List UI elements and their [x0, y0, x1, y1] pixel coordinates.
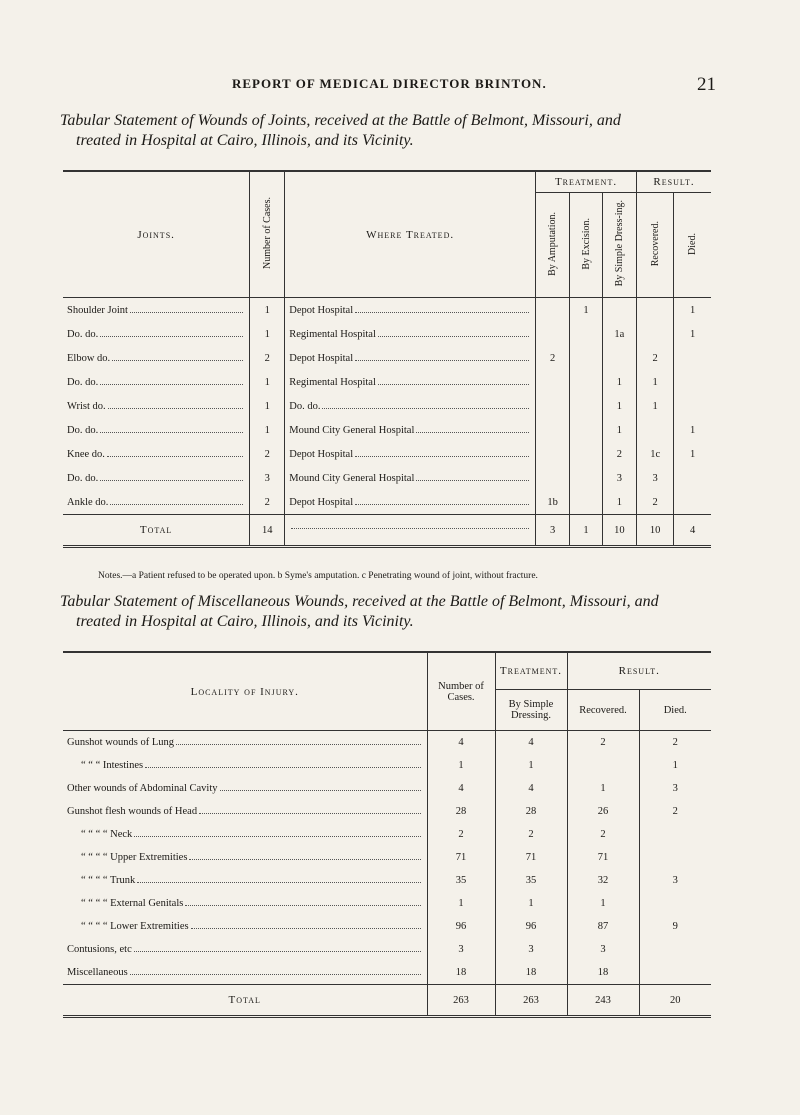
- cases-cell: 1: [250, 394, 285, 418]
- where-treated-cell: Regimental Hospital: [285, 322, 536, 346]
- table-row: [63, 731, 711, 755]
- dressing-cell: [602, 298, 636, 323]
- excision-cell: [570, 418, 602, 442]
- cases-cell: 2: [250, 442, 285, 466]
- table-row: [63, 915, 711, 938]
- recovered-cell: 1: [637, 394, 674, 418]
- miscellaneous-wounds-table: [63, 651, 711, 1018]
- table-row: [63, 298, 711, 323]
- dressing-cell: 71: [495, 846, 567, 869]
- header-by-simple-dressing: By Simple Dressing.: [495, 690, 567, 731]
- table-row: [63, 777, 711, 800]
- total-excision: 1: [570, 515, 602, 547]
- total-label: Total: [63, 985, 427, 1017]
- dressing-cell: 3: [495, 938, 567, 961]
- header-treatment: Treatment.: [495, 652, 567, 690]
- died-cell: [639, 823, 711, 846]
- table-row: [63, 322, 711, 346]
- amputation-cell: [536, 298, 570, 323]
- joint-cell: Shoulder Joint: [63, 298, 250, 323]
- where-treated-cell: Depot Hospital: [285, 298, 536, 323]
- total-amputation: 3: [536, 515, 570, 547]
- total-where-blank: [285, 515, 536, 547]
- cases-cell: 2: [427, 823, 495, 846]
- header-treatment: Treatment.: [536, 171, 637, 193]
- cases-cell: 71: [427, 846, 495, 869]
- dressing-cell: 96: [495, 915, 567, 938]
- amputation-cell: [536, 442, 570, 466]
- total-cases: 14: [250, 515, 285, 547]
- recovered-cell: 32: [567, 869, 639, 892]
- amputation-cell: [536, 394, 570, 418]
- table2-caption-line1: Tabular Statement of Miscellaneous Wounds, received at the Battle of Belmont, Missouri, and: [60, 593, 659, 610]
- locality-cell: “ “ “ “ Upper Extremities: [63, 846, 427, 869]
- recovered-cell: 2: [637, 490, 674, 515]
- where-treated-cell: Regimental Hospital: [285, 370, 536, 394]
- locality-cell: “ “ “ “ Trunk: [63, 869, 427, 892]
- locality-cell: “ “ “ “ Neck: [63, 823, 427, 846]
- header-result: Result.: [637, 171, 711, 193]
- excision-cell: [570, 490, 602, 515]
- cases-cell: 3: [250, 466, 285, 490]
- dressing-cell: 18: [495, 961, 567, 985]
- locality-cell: Contusions, etc: [63, 938, 427, 961]
- dressing-cell: 2: [602, 442, 636, 466]
- table2-total-row: [63, 985, 711, 1017]
- cases-cell: 2: [250, 490, 285, 515]
- joint-cell: Do. do.: [63, 322, 250, 346]
- amputation-cell: [536, 370, 570, 394]
- header-by-excision: By Excision.: [570, 193, 602, 298]
- cases-cell: 1: [250, 298, 285, 323]
- locality-cell: Gunshot flesh wounds of Head: [63, 800, 427, 823]
- table-row: [63, 892, 711, 915]
- amputation-cell: [536, 418, 570, 442]
- died-cell: [639, 938, 711, 961]
- where-treated-cell: Depot Hospital: [285, 442, 536, 466]
- table-row: [63, 466, 711, 490]
- excision-cell: [570, 370, 602, 394]
- recovered-cell: 1: [567, 777, 639, 800]
- table1-caption: [60, 111, 760, 151]
- locality-cell: “ “ “ “ External Genitals: [63, 892, 427, 915]
- cases-cell: 1: [250, 418, 285, 442]
- header-joints: Joints.: [63, 171, 250, 298]
- table1-notes: Notes.—a Patient refused to be operated upon. b Syme's amputation. c Penetrating wound of joint, without fracture.: [98, 571, 538, 581]
- running-title: REPORT OF MEDICAL DIRECTOR BRINTON.: [232, 76, 547, 91]
- recovered-cell: 2: [567, 823, 639, 846]
- table-row: [63, 938, 711, 961]
- header-locality: Locality of Injury.: [63, 652, 427, 731]
- header-number-of-cases: Number of Cases.: [427, 652, 495, 731]
- cases-cell: 18: [427, 961, 495, 985]
- dressing-cell: 4: [495, 731, 567, 755]
- recovered-cell: 26: [567, 800, 639, 823]
- died-cell: [674, 490, 711, 515]
- cases-cell: 1: [250, 322, 285, 346]
- joint-cell: Ankle do.: [63, 490, 250, 515]
- dressing-cell: 2: [495, 823, 567, 846]
- cases-cell: 4: [427, 731, 495, 755]
- recovered-cell: [567, 754, 639, 777]
- recovered-cell: 18: [567, 961, 639, 985]
- died-cell: [674, 370, 711, 394]
- excision-cell: 1: [570, 298, 602, 323]
- locality-cell: Gunshot wounds of Lung: [63, 731, 427, 755]
- excision-cell: [570, 394, 602, 418]
- excision-cell: [570, 466, 602, 490]
- header-by-simple-dressing: By Simple Dress-ing.: [602, 193, 636, 298]
- total-recovered: 243: [567, 985, 639, 1017]
- recovered-cell: [637, 418, 674, 442]
- died-cell: 1: [639, 754, 711, 777]
- died-cell: [639, 961, 711, 985]
- dressing-cell: 4: [495, 777, 567, 800]
- total-dressing: 263: [495, 985, 567, 1017]
- died-cell: 1: [674, 298, 711, 323]
- header-recovered: Recovered.: [637, 193, 674, 298]
- locality-cell: Miscellaneous: [63, 961, 427, 985]
- table-row: [63, 490, 711, 515]
- cases-cell: 28: [427, 800, 495, 823]
- recovered-cell: [637, 322, 674, 346]
- died-cell: [674, 466, 711, 490]
- table-row: [63, 846, 711, 869]
- cases-cell: 3: [427, 938, 495, 961]
- dressing-cell: 1: [602, 418, 636, 442]
- recovered-cell: 1: [567, 892, 639, 915]
- header-recovered: Recovered.: [567, 690, 639, 731]
- died-cell: [674, 394, 711, 418]
- total-recovered: 10: [637, 515, 674, 547]
- table-row: [63, 869, 711, 892]
- where-treated-cell: Do. do.: [285, 394, 536, 418]
- died-cell: 9: [639, 915, 711, 938]
- died-cell: [639, 846, 711, 869]
- recovered-cell: 1: [637, 370, 674, 394]
- where-treated-cell: Mound City General Hospital: [285, 466, 536, 490]
- cases-cell: 1: [250, 370, 285, 394]
- table-row: [63, 442, 711, 466]
- locality-cell: “ “ “ Intestines: [63, 754, 427, 777]
- died-cell: 3: [639, 869, 711, 892]
- excision-cell: [570, 346, 602, 370]
- dressing-cell: 1: [495, 754, 567, 777]
- amputation-cell: 2: [536, 346, 570, 370]
- cases-cell: 96: [427, 915, 495, 938]
- excision-cell: [570, 442, 602, 466]
- where-treated-cell: Depot Hospital: [285, 490, 536, 515]
- joint-cell: Do. do.: [63, 370, 250, 394]
- page-number: 21: [697, 74, 716, 95]
- table-row: [63, 961, 711, 985]
- joint-cell: Do. do.: [63, 418, 250, 442]
- dressing-cell: 1: [602, 490, 636, 515]
- table2-caption: [60, 592, 760, 632]
- dressing-cell: 1: [602, 370, 636, 394]
- cases-cell: 1: [427, 892, 495, 915]
- total-died: 4: [674, 515, 711, 547]
- amputation-cell: [536, 466, 570, 490]
- died-cell: 2: [639, 731, 711, 755]
- died-cell: [639, 892, 711, 915]
- header-died: Died.: [639, 690, 711, 731]
- table-row: [63, 823, 711, 846]
- recovered-cell: [637, 298, 674, 323]
- amputation-cell: [536, 322, 570, 346]
- cases-cell: 35: [427, 869, 495, 892]
- table1-caption-line2: treated in Hospital at Cairo, Illinois, and its Vicinity.: [76, 132, 414, 149]
- dressing-cell: 1: [602, 394, 636, 418]
- joint-cell: Knee do.: [63, 442, 250, 466]
- cases-cell: 2: [250, 346, 285, 370]
- cases-cell: 4: [427, 777, 495, 800]
- recovered-cell: 2: [637, 346, 674, 370]
- table-row: [63, 418, 711, 442]
- header-where-treated: Where Treated.: [285, 171, 536, 298]
- locality-cell: Other wounds of Abdominal Cavity: [63, 777, 427, 800]
- joint-cell: Do. do.: [63, 466, 250, 490]
- table-row: [63, 800, 711, 823]
- died-cell: [674, 346, 711, 370]
- header-result: Result.: [567, 652, 711, 690]
- dressing-cell: [602, 346, 636, 370]
- recovered-cell: 3: [637, 466, 674, 490]
- dressing-cell: 35: [495, 869, 567, 892]
- total-cases: 263: [427, 985, 495, 1017]
- header-died: Died.: [674, 193, 711, 298]
- died-cell: 3: [639, 777, 711, 800]
- recovered-cell: 87: [567, 915, 639, 938]
- header-by-amputation: By Amputation.: [536, 193, 570, 298]
- table1-total-row: [63, 515, 711, 547]
- joint-cell: Wrist do.: [63, 394, 250, 418]
- died-cell: 1: [674, 442, 711, 466]
- total-label: Total: [63, 515, 250, 547]
- total-died: 20: [639, 985, 711, 1017]
- died-cell: 1: [674, 322, 711, 346]
- dressing-cell: 3: [602, 466, 636, 490]
- recovered-cell: 3: [567, 938, 639, 961]
- page-header: [0, 74, 800, 98]
- died-cell: 1: [674, 418, 711, 442]
- where-treated-cell: Mound City General Hospital: [285, 418, 536, 442]
- joint-cell: Elbow do.: [63, 346, 250, 370]
- dressing-cell: 28: [495, 800, 567, 823]
- joints-wounds-table: [63, 170, 711, 548]
- table-row: [63, 370, 711, 394]
- where-treated-cell: Depot Hospital: [285, 346, 536, 370]
- excision-cell: [570, 322, 602, 346]
- locality-cell: “ “ “ “ Lower Extremities: [63, 915, 427, 938]
- header-number-of-cases: Number of Cases.: [250, 171, 285, 298]
- recovered-cell: 2: [567, 731, 639, 755]
- dressing-cell: 1a: [602, 322, 636, 346]
- table-row: [63, 346, 711, 370]
- amputation-cell: 1b: [536, 490, 570, 515]
- recovered-cell: 71: [567, 846, 639, 869]
- table-row: [63, 394, 711, 418]
- dressing-cell: 1: [495, 892, 567, 915]
- total-dressing: 10: [602, 515, 636, 547]
- died-cell: 2: [639, 800, 711, 823]
- table2-caption-line2: treated in Hospital at Cairo, Illinois, and its Vicinity.: [76, 613, 414, 630]
- recovered-cell: 1c: [637, 442, 674, 466]
- table1-caption-line1: Tabular Statement of Wounds of Joints, received at the Battle of Belmont, Missouri, and: [60, 112, 621, 129]
- cases-cell: 1: [427, 754, 495, 777]
- table-row: [63, 754, 711, 777]
